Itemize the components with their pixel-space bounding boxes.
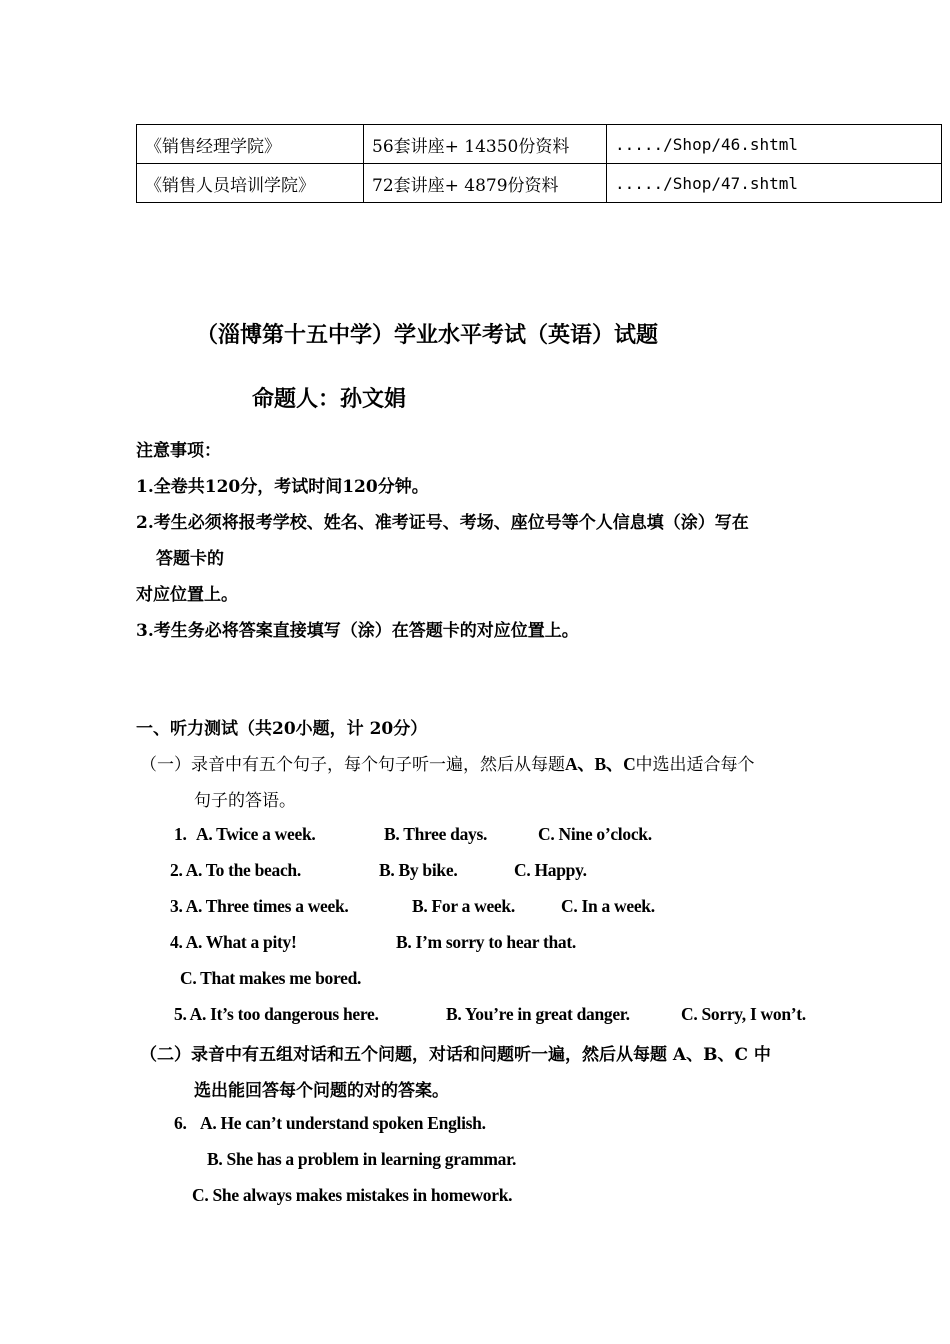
question-3-option-a: 3. A. Three times a week. (170, 896, 349, 916)
option-letters: A、B、C (565, 754, 636, 774)
question-1-number: 1. (174, 824, 187, 844)
question-6-option-a: A. He can’t understand spoken English. (200, 1113, 486, 1133)
part-2-instruction: （二）录音中有五组对话和五个问题，对话和问题听一遍，然后从每题 A、B、C 中 (140, 1045, 771, 1065)
section-heading: 一、听力测试（共20小题，计 20分） (136, 719, 428, 739)
notes-item-2-end: 对应位置上。 (136, 585, 238, 605)
exam-title: （淄博第十五中学）学业水平考试（英语）试题 (196, 322, 659, 348)
question-1-option-a: A. Twice a week. (196, 824, 316, 844)
question-4-option-a: 4. A. What a pity! (170, 932, 297, 952)
instruction-text: （一）录音中有五个句子，每个句子听一遍，然后从每题 (140, 755, 565, 775)
resource-link[interactable]: ...../Shop/47.shtml (607, 164, 942, 203)
resources-table (136, 124, 942, 203)
part-1-instruction (140, 750, 754, 776)
resource-content: 56套讲座+ 14350份资料 (364, 125, 607, 164)
resource-content: 72套讲座+ 4879份资料 (364, 164, 607, 203)
resource-name: 《销售经理学院》 (137, 125, 364, 164)
question-6-option-c: C. She always makes mistakes in homework. (192, 1185, 513, 1205)
table-row (137, 164, 942, 203)
question-2-option-a: 2. A. To the beach. (170, 860, 301, 880)
part-2-instruction-cont: 选出能回答每个问题的对的答案。 (194, 1081, 449, 1101)
question-6-number: 6. (174, 1113, 187, 1133)
question-3-option-b: B. For a week. (412, 896, 515, 916)
question-5-option-b: B. You’re in great danger. (446, 1004, 630, 1024)
exam-author: 命题人：孙文娟 (252, 386, 407, 412)
table-row (137, 125, 942, 164)
notes-item-3: 3.考生务必将答案直接填写（涂）在答题卡的对应位置上。 (136, 621, 579, 641)
instruction-text: 中选出适合每个 (635, 755, 755, 775)
question-4-option-b: B. I’m sorry to hear that. (396, 932, 576, 952)
question-2-option-c: C. Happy. (514, 860, 587, 880)
question-1-option-c: C. Nine o’clock. (538, 824, 652, 844)
notes-item-2-cont: 答题卡的 (156, 549, 224, 569)
question-3-option-c: C. In a week. (561, 896, 655, 916)
question-4-option-c: C. That makes me bored. (180, 968, 362, 988)
notes-item-2: 2.考生必须将报考学校、姓名、准考证号、考场、座位号等个人信息填（涂）写在 (136, 513, 749, 533)
question-1-option-b: B. Three days. (384, 824, 488, 844)
part-1-instruction-cont: 句子的答语。 (194, 791, 296, 811)
notes-item-1: 1.全卷共120分，考试时间120分钟。 (136, 477, 429, 497)
question-5-option-c: C. Sorry, I won’t. (681, 1004, 806, 1024)
resource-name: 《销售人员培训学院》 (137, 164, 364, 203)
notes-heading: 注意事项： (136, 441, 221, 461)
question-6-option-b: B. She has a problem in learning grammar. (207, 1149, 517, 1169)
question-5-option-a: 5. A. It’s too dangerous here. (174, 1004, 379, 1024)
resource-link[interactable]: ...../Shop/46.shtml (607, 125, 942, 164)
question-2-option-b: B. By bike. (379, 860, 458, 880)
